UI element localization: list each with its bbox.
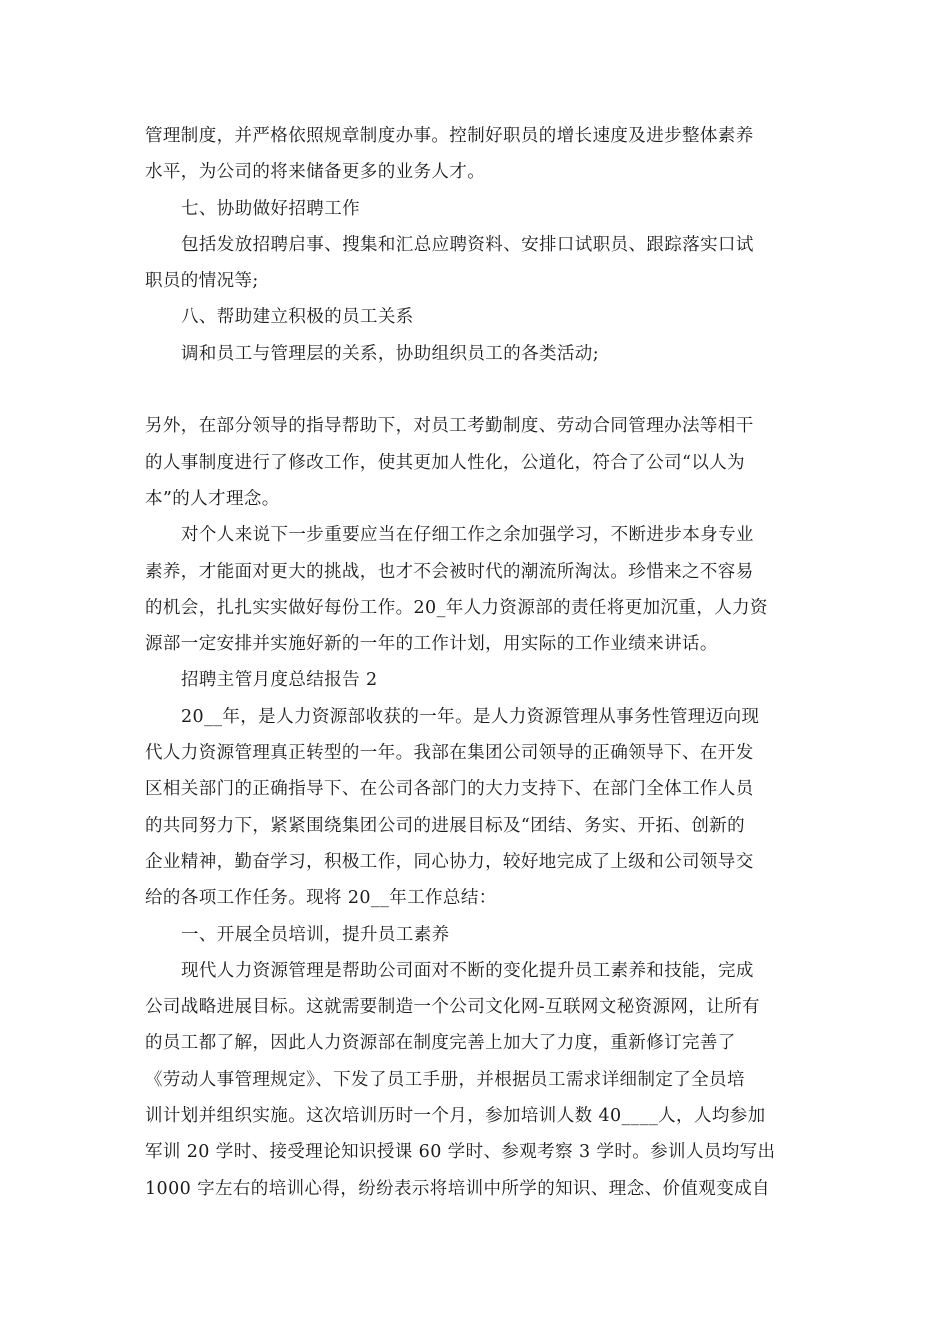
- text-line: 源部一定安排并实施好新的一年的工作计划，用实际的工作业绩来讲话。: [145, 634, 718, 655]
- text-line: 七、协助做好招聘工作: [181, 198, 360, 219]
- text-line: 管理制度，并严格依照规章制度办事。控制好职员的增长速度及进步整体素养: [145, 126, 754, 146]
- text-line: 职员的情况等;: [145, 271, 259, 292]
- text-line: 现代人力资源管理是帮助公司面对不断的变化提升员工素养和技能，完成: [181, 960, 754, 981]
- blank-line: [145, 372, 810, 408]
- text-line: 的人事制度进行了修改工作，使其更加人性化，公道化，符合了公司“以人为: [145, 452, 746, 473]
- text-line: 的员工都了解，因此人力资源部在制度完善上加大了力度，重新修订完善了: [145, 1033, 736, 1054]
- text-line: 训计划并组织实施。这次培训历时一个月，参加培训人数 40____人，人均参加: [145, 1106, 766, 1127]
- text-line: 军训 20 学时、接受理论知识授课 60 学时、参观考察 3 学时。参训人员均写出: [145, 1142, 776, 1163]
- text-line: 给的各项工作任务。现将 20__年工作总结：: [145, 888, 497, 909]
- text-line: 包括发放招聘启事、搜集和汇总应聘资料、安排口试职员、跟踪落实口试: [181, 234, 754, 255]
- text-line: 八、帮助建立积极的员工关系: [181, 307, 414, 328]
- text-line: 企业精神，勤奋学习，积极工作，同心协力，较好地完成了上级和公司领导交: [145, 851, 754, 872]
- text-line: 1000 字左右的培训心得，纷纷表示将培训中所学的知识、理念、价值观变成自: [145, 1178, 770, 1199]
- text-line: 的机会，扎扎实实做好每份工作。20_年人力资源部的责任将更加沉重，人力资: [145, 597, 768, 618]
- document-body: [145, 118, 810, 1207]
- text-line: 一、开展全员培训，提升员工素养: [181, 924, 450, 945]
- text-line: 20__年，是人力资源部收获的一年。是人力资源管理从事务性管理迈向现: [181, 706, 760, 727]
- text-line: 另外，在部分领导的指导帮助下，对员工考勤制度、劳动合同管理办法等相干: [145, 416, 754, 437]
- text-line: 代人力资源管理真正转型的一年。我部在集团公司领导的正确领导下、在开发: [145, 743, 754, 764]
- text-line: 公司战略进展目标。这就需要制造一个公司文化网-互联网文秘资源网，让所有: [145, 997, 760, 1018]
- text-line: 《劳动人事管理规定》、下发了员工手册，并根据员工需求详细制定了全员培: [145, 1069, 745, 1090]
- text-line: 的共同努力下，紧紧围绕集团公司的进展目标及“团结、务实、开拓、创新的: [145, 815, 746, 836]
- text-line: 调和员工与管理层的关系，协助组织员工的各类活动;: [181, 343, 599, 364]
- text-line: 对个人来说下一步重要应当在仔细工作之余加强学习，不断进步本身专业: [181, 525, 754, 546]
- text-line: 水平，为公司的将来储备更多的业务人才。: [145, 162, 486, 183]
- text-line: 区相关部门的正确指导下、在公司各部门的大力支持下、在部门全体工作人员: [145, 779, 754, 800]
- text-line: 素养，才能面对更大的挑战，也才不会被时代的潮流所淘汰。珍惜来之不容易: [145, 561, 754, 582]
- text-line: 招聘主管月度总结报告 2: [181, 670, 378, 691]
- text-line: 本”的人才理念。: [145, 488, 280, 509]
